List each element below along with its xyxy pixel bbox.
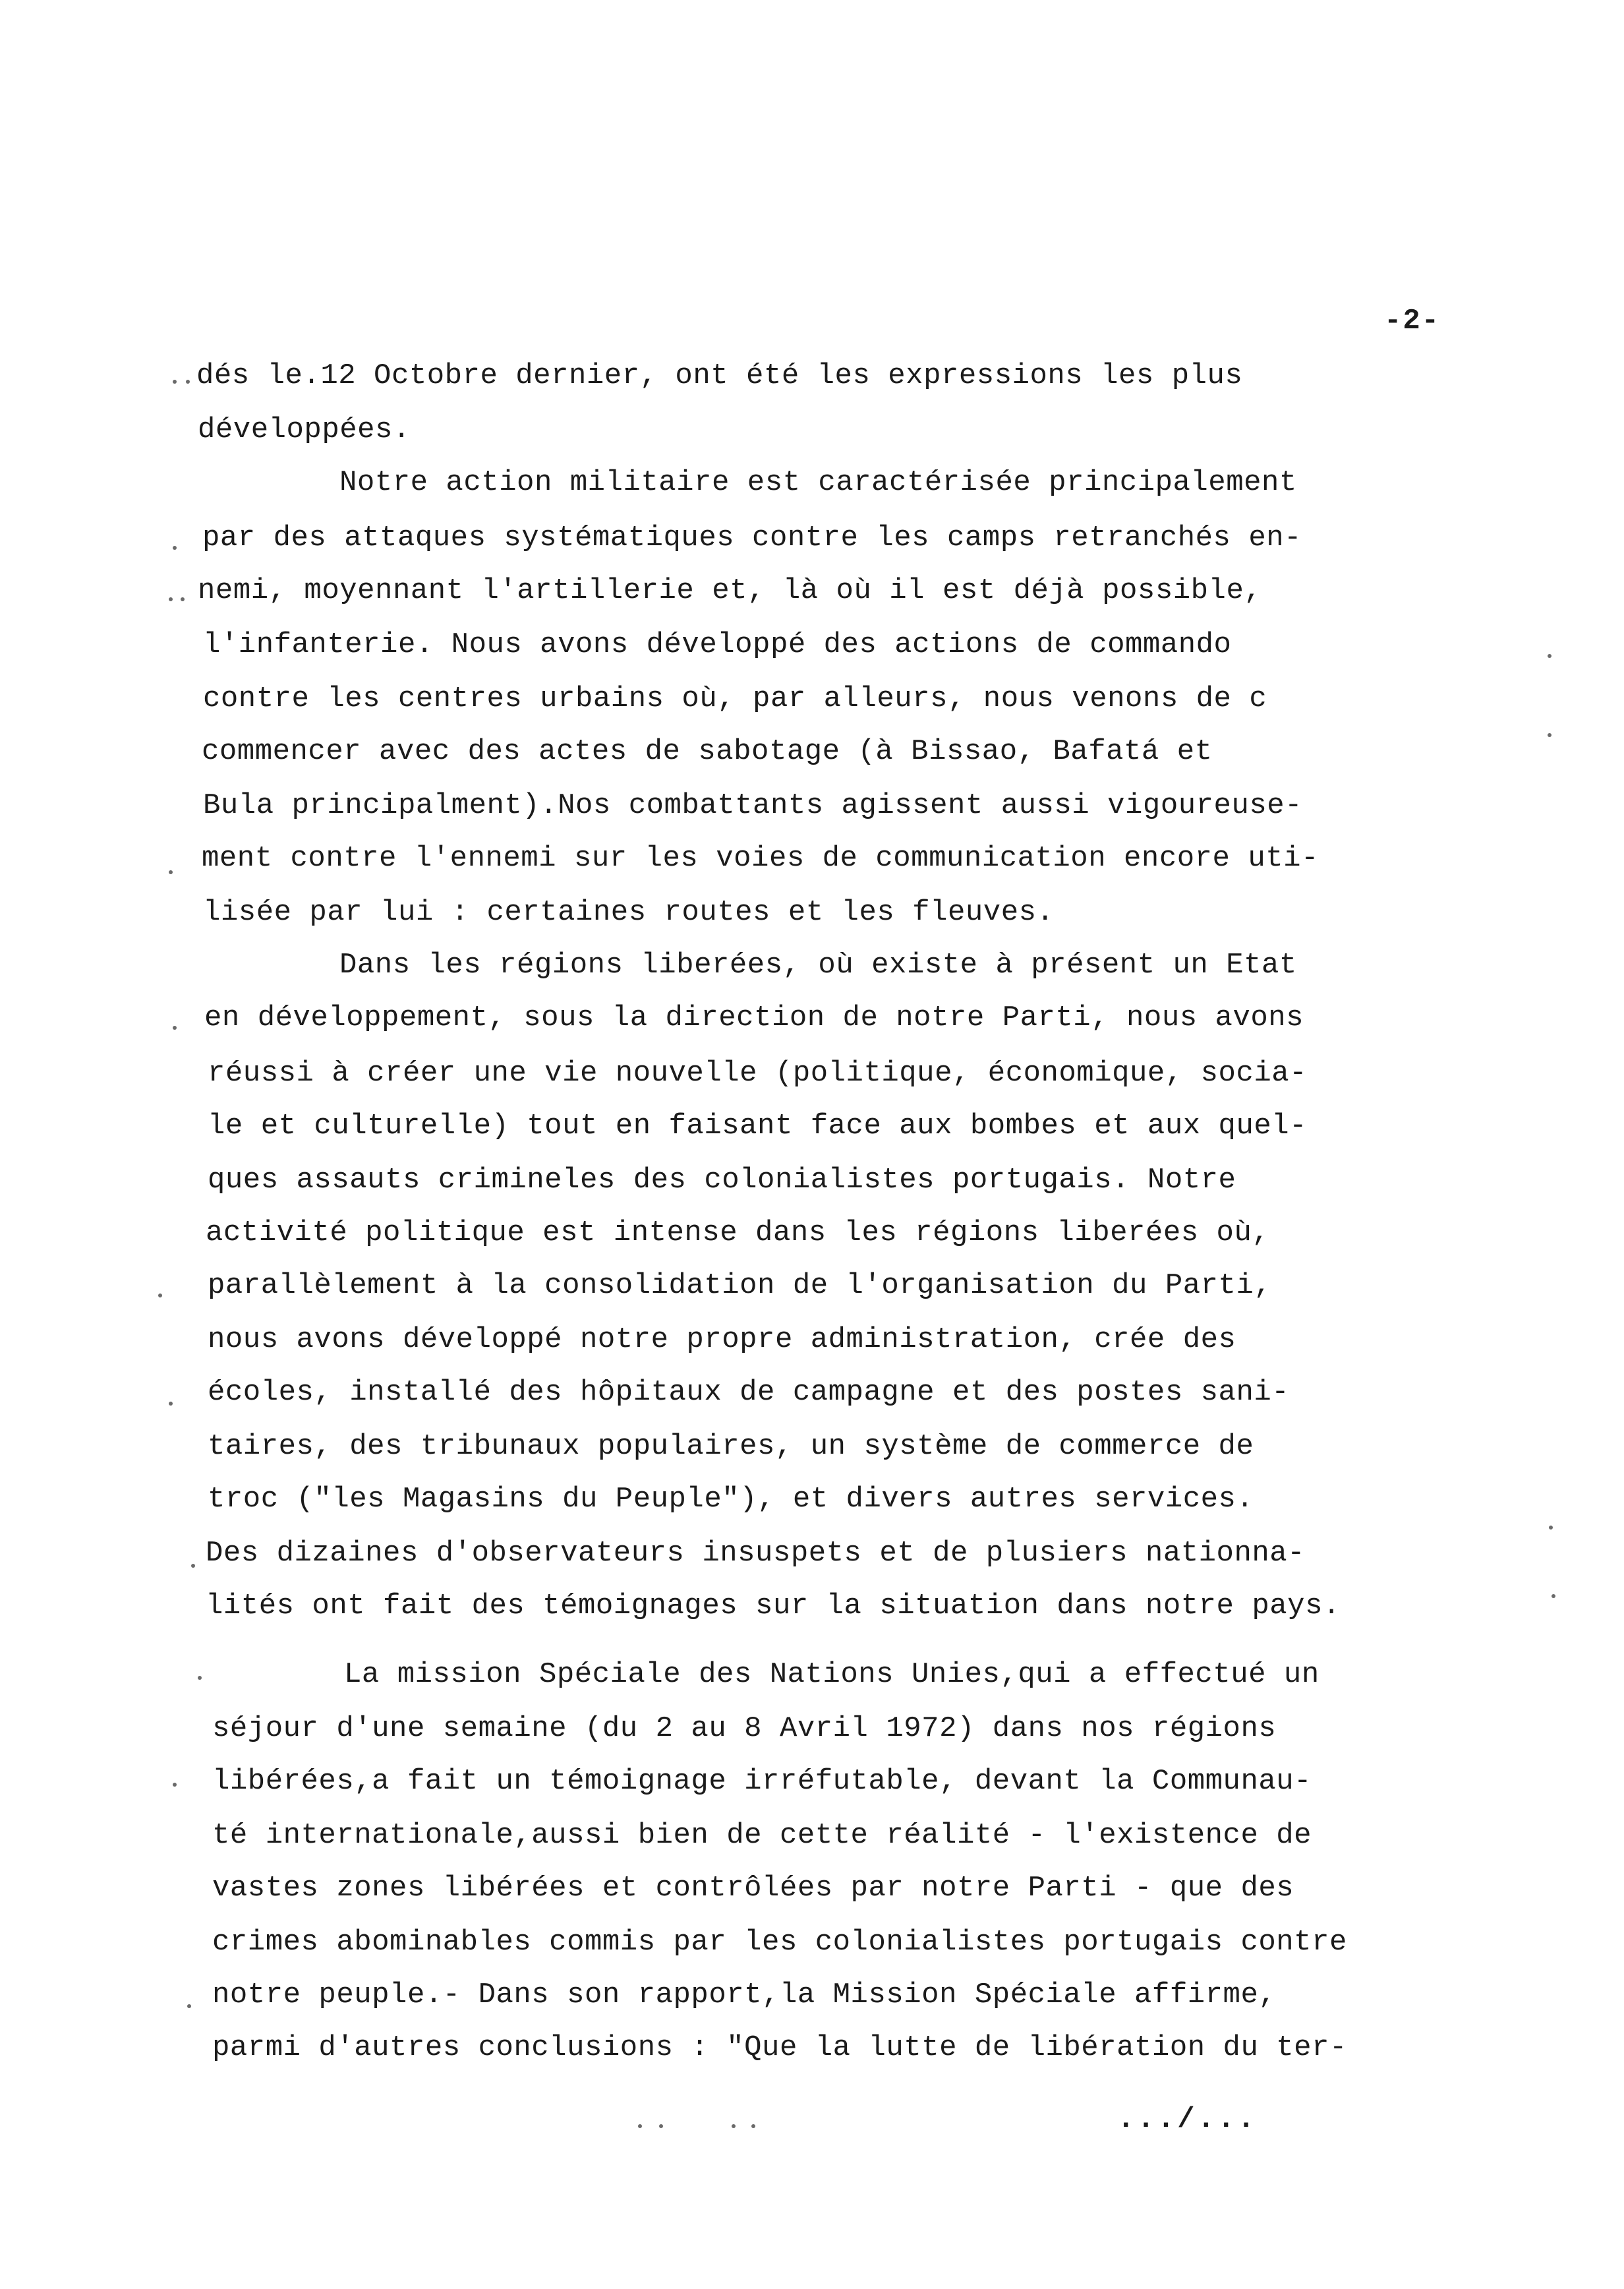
- scan-speck: [173, 1783, 177, 1787]
- text-line: lisée par lui : certaines routes et les fleuves.: [203, 896, 1055, 929]
- scan-speck: [751, 2124, 755, 2128]
- scan-speck: [659, 2124, 663, 2128]
- text-line: le et culturelle) tout en faisant face aux bombes et aux quel-: [208, 1110, 1308, 1143]
- text-line: Bula principalment).Nos combattants agissent aussi vigoureuse-: [203, 789, 1303, 822]
- scan-speck: [169, 870, 173, 874]
- continuation-mark: .../...: [1117, 2103, 1258, 2136]
- text-line: taires, des tribunaux populaires, un système de commerce de: [208, 1430, 1254, 1463]
- text-line: commencer avec des actes de sabotage (à Bissao, Bafatá et: [202, 735, 1213, 768]
- text-line: séjour d'une semaine (du 2 au 8 Avril 1972) dans nos régions: [212, 1712, 1277, 1745]
- scan-speck: [169, 597, 173, 601]
- scan-speck: [186, 380, 190, 384]
- scan-speck: [173, 380, 177, 384]
- scan-speck: [1548, 733, 1552, 737]
- text-line: libérées,a fait un témoignage irréfutable, devant la Communau-: [212, 1765, 1312, 1798]
- text-line: té internationale,aussi bien de cette réalité - l'existence de: [212, 1819, 1312, 1852]
- scan-speck: [173, 1026, 177, 1030]
- text-line: l'infanterie. Nous avons développé des actions de commando: [203, 628, 1232, 661]
- scan-speck: [173, 546, 177, 550]
- scan-speck: [198, 1676, 202, 1680]
- text-line: lités ont fait des témoignages sur la situation dans notre pays.: [206, 1590, 1341, 1622]
- scan-speck: [1549, 1526, 1553, 1530]
- scan-speck: [1552, 1594, 1555, 1598]
- text-line: dés le.12 Octobre dernier, ont été les expressions les plus: [196, 359, 1243, 392]
- text-line: nous avons développé notre propre administration, crée des: [208, 1323, 1236, 1356]
- text-line: développées.: [198, 413, 411, 446]
- text-line: écoles, installé des hôpitaux de campagne et des postes sani-: [208, 1376, 1290, 1409]
- text-line: en développement, sous la direction de notre Parti, nous avons: [204, 1001, 1304, 1034]
- text-line: ment contre l'ennemi sur les voies de communication encore uti-: [202, 842, 1319, 875]
- text-line: Notre action militaire est caractérisée principalement: [339, 466, 1297, 499]
- text-line: Dans les régions liberées, où existe à présent un Etat: [339, 949, 1297, 982]
- scan-speck: [732, 2124, 736, 2128]
- text-line: ques assauts crimineles des colonialistes portugais. Notre: [208, 1164, 1236, 1197]
- text-line: La mission Spéciale des Nations Unies,qui a effectué un: [344, 1658, 1320, 1691]
- text-line: troc ("les Magasins du Peuple"), et divers autres services.: [208, 1483, 1254, 1516]
- text-line: contre les centres urbains où, par alleurs, nous venons de c: [203, 682, 1267, 715]
- text-line: vastes zones libérées et contrôlées par notre Parti - que des: [212, 1872, 1294, 1905]
- text-line: réussi à créer une vie nouvelle (politique, économique, socia-: [208, 1057, 1308, 1090]
- scan-speck: [158, 1293, 162, 1297]
- text-line: notre peuple.- Dans son rapport,la Mission Spéciale affirme,: [212, 1978, 1277, 2011]
- text-line: parallèlement à la consolidation de l'organisation du Parti,: [208, 1269, 1272, 1302]
- scan-speck: [191, 1564, 195, 1568]
- scan-speck: [1548, 654, 1552, 658]
- text-line: activité politique est intense dans les régions liberées où,: [206, 1216, 1270, 1249]
- text-line: par des attaques systématiques contre les camps retranchés en-: [202, 521, 1302, 554]
- scan-speck: [181, 597, 185, 601]
- scan-speck: [187, 2004, 191, 2008]
- scan-speck: [638, 2124, 642, 2128]
- text-line: nemi, moyennant l'artillerie et, là où il est déjà possible,: [198, 574, 1262, 607]
- page-number: -2-: [1384, 305, 1441, 338]
- text-line: Des dizaines d'observateurs insuspets et de plusiers nationna-: [206, 1537, 1306, 1570]
- text-line: crimes abominables commis par les colonialistes portugais contre: [212, 1926, 1347, 1959]
- text-line: parmi d'autres conclusions : "Que la lutte de libération du ter-: [212, 2031, 1347, 2064]
- scan-speck: [169, 1402, 173, 1406]
